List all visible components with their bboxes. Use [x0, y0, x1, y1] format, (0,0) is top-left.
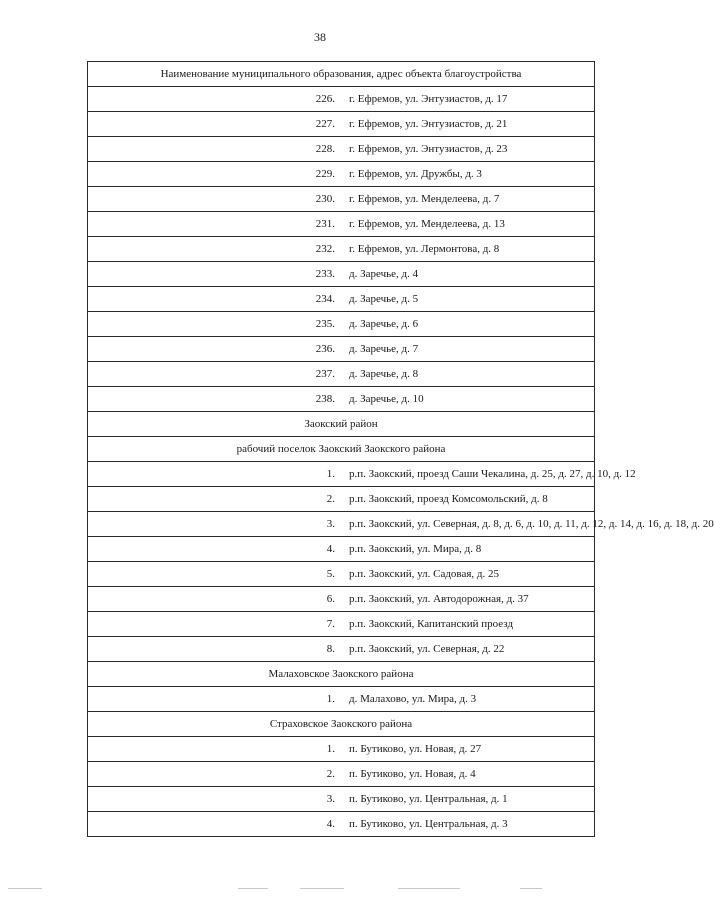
row-number: 7. [88, 612, 342, 637]
row-address: р.п. Заокский, проезд Саши Чекалина, д. 25, д. 27, д. 10, д. 12 [341, 462, 595, 487]
table-row [88, 812, 595, 837]
table-row [88, 687, 595, 712]
table-row [88, 187, 595, 212]
row-number: 8. [88, 637, 342, 662]
table-row [88, 312, 595, 337]
table-row [88, 562, 595, 587]
section-heading: Заокский район [88, 412, 595, 437]
row-address: п. Бутиково, ул. Новая, д. 4 [341, 762, 595, 787]
table-row [88, 487, 595, 512]
table-header-cell: Наименование муниципального образования, адрес объекта благоустройства [88, 62, 595, 87]
table-row [88, 237, 595, 262]
section-heading: Малаховское Заокского района [88, 662, 595, 687]
row-number: 2. [88, 762, 342, 787]
row-address: д. Заречье, д. 6 [341, 312, 595, 337]
table-row [88, 737, 595, 762]
row-number: 230. [88, 187, 342, 212]
table-row [88, 162, 595, 187]
row-address: р.п. Заокский, проезд Комсомольский, д. 8 [341, 487, 595, 512]
table-row [88, 587, 595, 612]
row-number: 232. [88, 237, 342, 262]
table-row [88, 362, 595, 387]
row-address: г. Ефремов, ул. Энтузиастов, д. 23 [341, 137, 595, 162]
row-address: р.п. Заокский, ул. Северная, д. 8, д. 6, д. 10, д. 11, д. 12, д. 14, д. 16, д. 18, д. 20 [341, 512, 595, 537]
table-row [88, 262, 595, 287]
table-row [88, 337, 595, 362]
table-row [88, 637, 595, 662]
table-section-row [88, 712, 595, 737]
row-address: г. Ефремов, ул. Менделеева, д. 13 [341, 212, 595, 237]
row-address: п. Бутиково, ул. Центральная, д. 3 [341, 812, 595, 837]
table-row [88, 612, 595, 637]
row-address: д. Заречье, д. 10 [341, 387, 595, 412]
row-address: г. Ефремов, ул. Энтузиастов, д. 17 [341, 87, 595, 112]
row-number: 1. [88, 737, 342, 762]
table-row [88, 137, 595, 162]
row-number: 6. [88, 587, 342, 612]
row-number: 231. [88, 212, 342, 237]
row-address: г. Ефремов, ул. Дружбы, д. 3 [341, 162, 595, 187]
row-address: р.п. Заокский, Капитанский проезд [341, 612, 595, 637]
table-row [88, 87, 595, 112]
page-number: 38 [314, 30, 326, 44]
table-section-row [88, 662, 595, 687]
row-address: д. Заречье, д. 4 [341, 262, 595, 287]
table-header-row [88, 62, 595, 87]
table-row [88, 112, 595, 137]
row-number: 2. [88, 487, 342, 512]
table-row [88, 787, 595, 812]
table-section-row [88, 412, 595, 437]
row-number: 226. [88, 87, 342, 112]
row-number: 229. [88, 162, 342, 187]
row-number: 236. [88, 337, 342, 362]
address-table-body [88, 62, 714, 837]
row-address: д. Заречье, д. 7 [341, 337, 595, 362]
row-number: 228. [88, 137, 342, 162]
row-number: 235. [88, 312, 342, 337]
row-address: р.п. Заокский, ул. Садовая, д. 25 [341, 562, 595, 587]
section-heading: Страховское Заокского района [88, 712, 595, 737]
table-row [88, 212, 595, 237]
row-address: г. Ефремов, ул. Менделеева, д. 7 [341, 187, 595, 212]
row-number: 227. [88, 112, 342, 137]
row-number: 3. [88, 787, 342, 812]
row-number: 1. [88, 687, 342, 712]
row-address: р.п. Заокский, ул. Северная, д. 22 [341, 637, 595, 662]
row-address: г. Ефремов, ул. Лермонтова, д. 8 [341, 237, 595, 262]
table-row [88, 287, 595, 312]
section-heading: рабочий поселок Заокский Заокского района [88, 437, 595, 462]
row-number: 5. [88, 562, 342, 587]
row-address: п. Бутиково, ул. Центральная, д. 1 [341, 787, 595, 812]
bottom-scan-strip [0, 886, 640, 892]
row-address: г. Ефремов, ул. Энтузиастов, д. 21 [341, 112, 595, 137]
table-row [88, 762, 595, 787]
row-address: п. Бутиково, ул. Новая, д. 27 [341, 737, 595, 762]
row-number: 3. [88, 512, 342, 537]
row-address: д. Заречье, д. 8 [341, 362, 595, 387]
table-row [88, 537, 595, 562]
address-table [87, 61, 714, 837]
table-row [88, 387, 595, 412]
row-number: 234. [88, 287, 342, 312]
row-address: д. Малахово, ул. Мира, д. 3 [341, 687, 595, 712]
row-address: р.п. Заокский, ул. Автодорожная, д. 37 [341, 587, 595, 612]
row-number: 237. [88, 362, 342, 387]
row-number: 4. [88, 537, 342, 562]
row-number: 4. [88, 812, 342, 837]
row-number: 1. [88, 462, 342, 487]
row-number: 238. [88, 387, 342, 412]
table-row [88, 462, 595, 487]
row-address: р.п. Заокский, ул. Мира, д. 8 [341, 537, 595, 562]
row-number: 233. [88, 262, 342, 287]
table-section-row [88, 437, 595, 462]
row-address: д. Заречье, д. 5 [341, 287, 595, 312]
table-row [88, 512, 595, 537]
